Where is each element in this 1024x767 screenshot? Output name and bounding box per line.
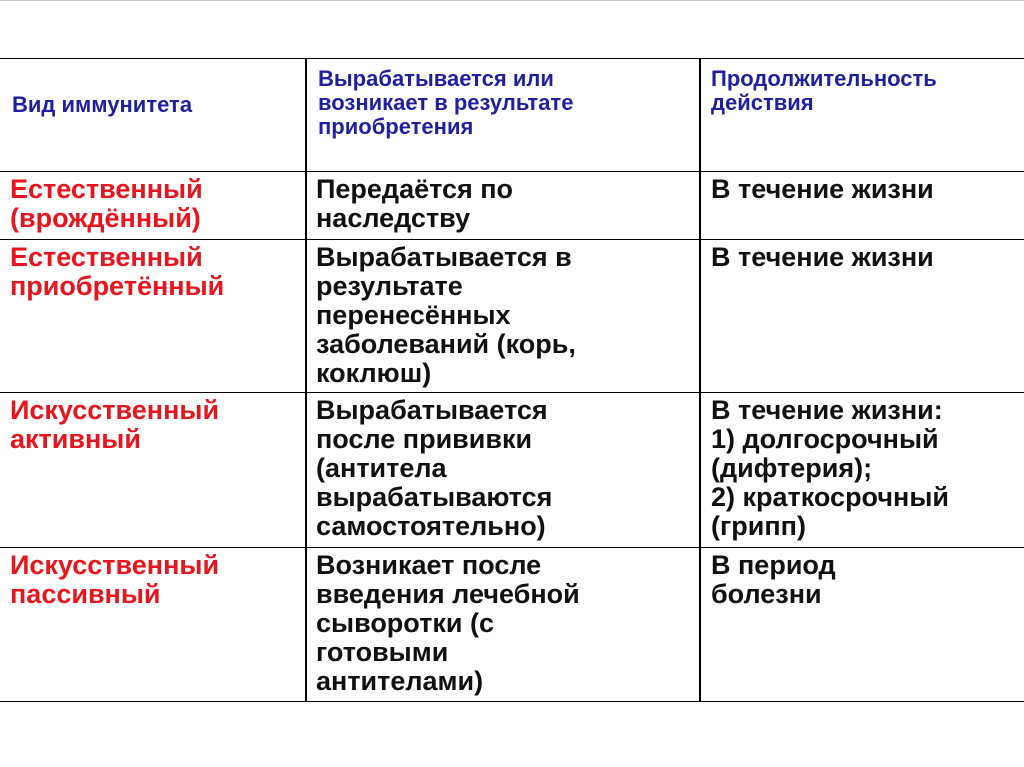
header-kind: Вид иммунитета [12, 92, 193, 117]
row-origin: Вырабатывается после прививки (антитела вырабатываются самостоятельно) [316, 395, 553, 541]
table-row [0, 547, 1024, 701]
row-kind: Искусственный активный [10, 395, 220, 454]
header-row [0, 59, 1024, 171]
row-duration: В течение жизни [711, 174, 934, 204]
row-origin: Передаётся по наследству [316, 174, 514, 233]
row-duration: В течение жизни [711, 242, 934, 272]
table-row [0, 392, 1024, 547]
row-duration: В период болезни [711, 550, 836, 609]
table-row [0, 239, 1024, 392]
row-origin: Вырабатывается в результате перенесённых заболеваний (корь, коклюш) [316, 242, 576, 388]
row-kind: Естественный (врождённый) [10, 174, 203, 233]
row-kind: Естественный приобретённый [10, 242, 225, 301]
header-origin: Вырабатывается или возникает в результате приобретения [318, 66, 574, 139]
row-duration: В течение жизни: 1) долгосрочный (дифтерия); 2) краткосрочный (грипп) [711, 395, 950, 541]
row-kind: Искусственный пассивный [10, 550, 220, 609]
header-duration: Продолжительность действия [711, 66, 937, 115]
row-origin: Возникает после введения лечебной сыворотки (с готовыми антителами) [316, 550, 580, 696]
immunity-table [0, 58, 1024, 702]
top-rule [0, 0, 1024, 1]
table-row [0, 171, 1024, 239]
